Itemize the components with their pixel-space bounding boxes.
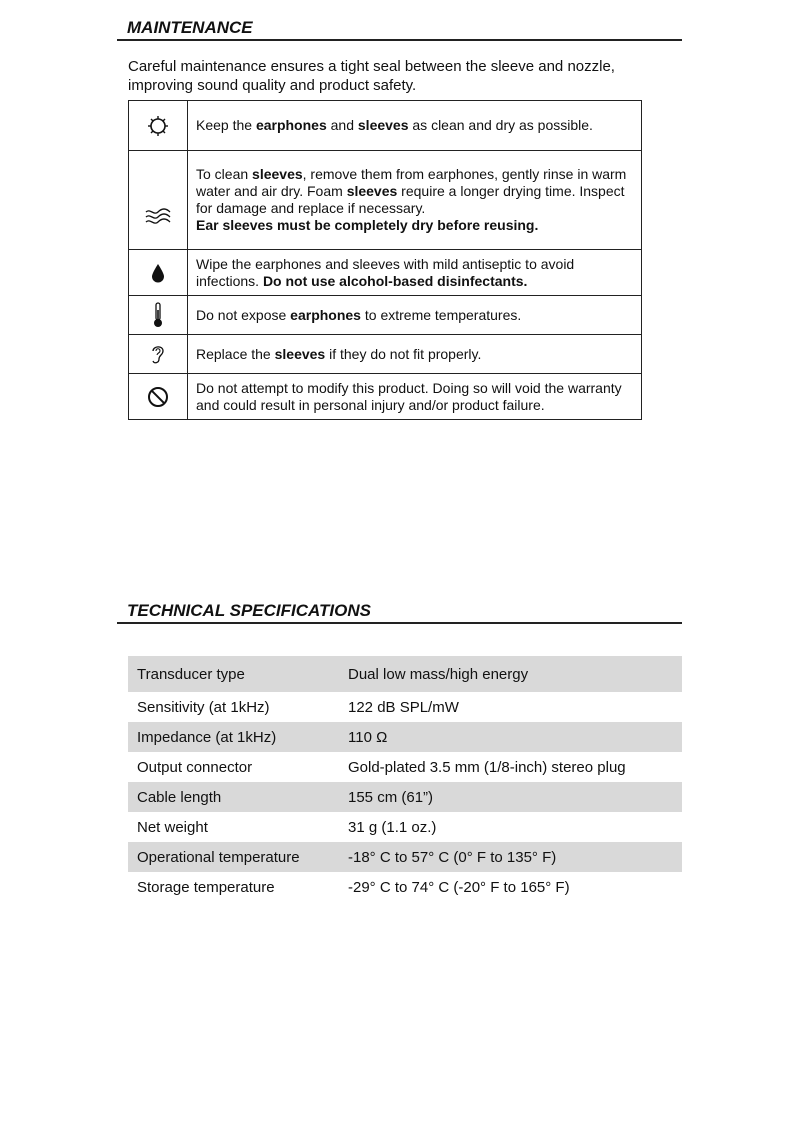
- text-run: if they do not fit properly.: [325, 345, 482, 362]
- text-run: , remove them from earphones, gently rinse in warm water and air dry. Foam: [196, 166, 627, 199]
- text-run: Keep the: [196, 117, 256, 133]
- water-waves-icon: [129, 151, 188, 250]
- maintenance-text: [188, 151, 642, 250]
- maintenance-text: [188, 101, 642, 151]
- spec-label: Transducer type: [128, 656, 339, 692]
- spec-row: [128, 842, 682, 872]
- prohibited-icon: [129, 374, 188, 420]
- maintenance-intro: [128, 57, 668, 95]
- spec-value: 31 g (1.1 oz.): [348, 818, 437, 836]
- ear-icon: [129, 335, 188, 374]
- text-run: and: [326, 117, 358, 133]
- spec-row: [128, 752, 682, 782]
- maintenance-row: [129, 101, 642, 151]
- bold-text: earphones: [255, 117, 327, 133]
- bold-text: sleeves: [346, 183, 398, 199]
- bold-text: earphones: [290, 306, 361, 323]
- text-run: Do not expose: [196, 306, 291, 323]
- sun-icon: [129, 101, 188, 151]
- maintenance-text: [188, 335, 642, 374]
- text-run: require a longer drying time. Inspect for damage and replace if necessary.: [196, 183, 625, 216]
- spec-label: Output connector: [137, 758, 253, 776]
- spec-row: [128, 872, 682, 902]
- spec-value: Dual low mass/high energy: [339, 656, 682, 692]
- spec-label: Impedance (at 1kHz): [128, 722, 339, 752]
- text-run: To clean: [196, 166, 253, 182]
- spec-row: [128, 656, 682, 692]
- spec-value: 122 dB SPL/mW: [348, 698, 459, 716]
- text-run: to extreme temperatures.: [360, 306, 522, 323]
- bold-text: Do not use alcohol-based disinfectants.: [262, 272, 528, 289]
- bold-text: sleeves: [252, 166, 303, 182]
- droplet-icon: [129, 250, 188, 296]
- maintenance-table: [128, 100, 642, 420]
- thermometer-icon: [129, 296, 188, 335]
- text-run: Wipe the earphones and sleeves with mild antiseptic to avoid infections.: [196, 255, 575, 289]
- maintenance-text: [188, 250, 642, 296]
- maintenance-heading: MAINTENANCE: [117, 18, 682, 41]
- bold-text: sleeves: [274, 345, 326, 362]
- maintenance-row: [129, 296, 642, 335]
- maintenance-row: [129, 250, 642, 296]
- spec-value: 155 cm (61”): [339, 782, 682, 812]
- text-run: Do not attempt to modify this product. Doing so will void the warranty and could result in personal injury and/or product failure.: [196, 379, 622, 413]
- specs-table: [128, 656, 682, 902]
- specs-heading: TECHNICAL SPECIFICATIONS: [117, 601, 682, 624]
- maintenance-text: [188, 374, 642, 420]
- bold-text: Ear sleeves must be completely dry before reusing.: [196, 217, 539, 233]
- spec-label: Net weight: [137, 818, 208, 836]
- intro-line-2: improving sound quality and product safety.: [128, 77, 417, 94]
- spec-label: Operational temperature: [128, 842, 339, 872]
- spec-label: Storage temperature: [137, 878, 275, 896]
- text-run: Replace the: [196, 345, 275, 362]
- intro-line-1: Careful maintenance ensures a tight seal between the sleeve and nozzle,: [128, 58, 615, 75]
- spec-row: [128, 812, 682, 842]
- spec-value: 110 Ω: [339, 722, 682, 752]
- spec-value: -18° C to 57° C (0° F to 135° F): [339, 842, 682, 872]
- bold-text: sleeves: [357, 117, 409, 133]
- maintenance-row: [129, 151, 642, 250]
- spec-row: [128, 692, 682, 722]
- spec-row: [128, 782, 682, 812]
- maintenance-row: [129, 374, 642, 420]
- spec-label: Cable length: [128, 782, 339, 812]
- spec-row: [128, 722, 682, 752]
- spec-value: Gold-plated 3.5 mm (1/8-inch) stereo plug: [348, 758, 626, 776]
- spec-value: -29° C to 74° C (-20° F to 165° F): [348, 878, 570, 896]
- text-run: as clean and dry as possible.: [408, 117, 593, 133]
- maintenance-row: [129, 335, 642, 374]
- spec-label: Sensitivity (at 1kHz): [137, 698, 270, 716]
- maintenance-text: [188, 296, 642, 335]
